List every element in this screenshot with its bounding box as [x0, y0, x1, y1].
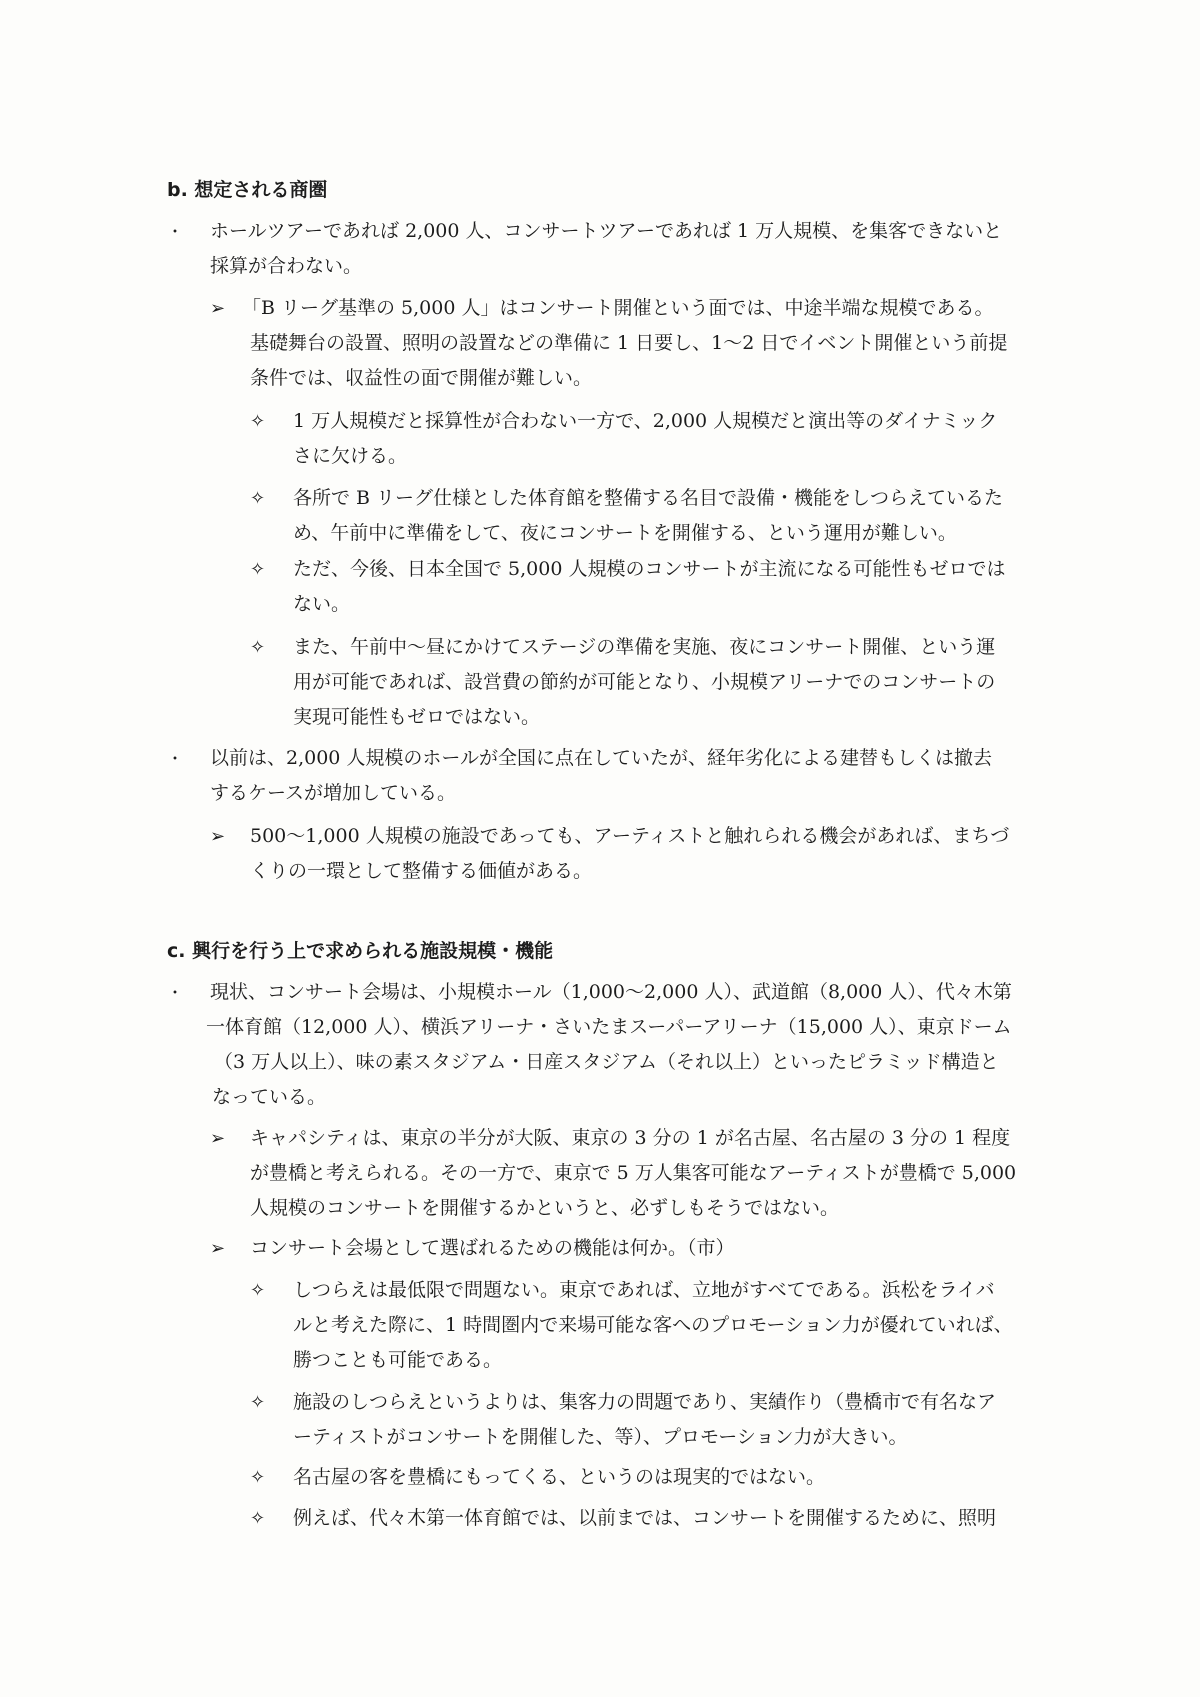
diamond-star-icon: ✧: [250, 559, 266, 580]
text-line: 基礎舞台の設置、照明の設置などの準備に 1 日要し、1〜2 日でイベント開催という前提: [250, 332, 1008, 354]
text-line: ーティストがコンサートを開催した、等）、プロモーション力が大きい。: [293, 1426, 908, 1448]
bullet-dot-icon: ・: [167, 983, 184, 1002]
diamond-star-icon: ✧: [250, 637, 266, 658]
text-line: 1 万人規模だと採算性が合わない一方で、2,000 人規模だと演出等のダイナミック: [293, 410, 998, 432]
diamond-star-icon: ✧: [250, 1508, 266, 1529]
section-c-item-2: [210, 1121, 1017, 1226]
text-line: ただ、今後、日本全国で 5,000 人規模のコンサートが主流になる可能性もゼロでは: [293, 558, 1006, 580]
text-line: ルと考えた際に、1 時間圏内で来場可能な客へのプロモーション力が優れていれば、: [293, 1314, 1013, 1336]
text-line: 条件では、収益性の面で開催が難しい。: [250, 367, 593, 389]
diamond-star-icon: ✧: [250, 1467, 266, 1488]
text-line: 「B リーグ基準の 5,000 人」はコンサート開催という面では、中途半端な規模である。: [242, 297, 994, 319]
bullet-dot-icon: ・: [167, 222, 184, 241]
text-line: 人規模のコンサートを開催するかというと、必ずしもそうではない。: [250, 1197, 840, 1219]
arrow-bullet-icon: ➢: [210, 1128, 226, 1149]
text-line: しつらえは最低限で問題ない。東京であれば、立地がすべてである。浜松をライバ: [293, 1279, 995, 1301]
text-line: 施設のしつらえというよりは、集客力の問題であり、実績作り（豊橋市で有名なア: [293, 1391, 997, 1413]
diamond-star-icon: ✧: [250, 411, 266, 432]
section-c-item-5: [250, 1385, 997, 1455]
text-line: キャパシティは、東京の半分が大阪、東京の 3 分の 1 が名古屋、名古屋の 3 分の 1 程度: [250, 1127, 1011, 1149]
arrow-bullet-icon: ➢: [210, 826, 226, 847]
section-b-item-5: [250, 552, 1006, 622]
text-line: め、午前中に準備をして、夜にコンサートを開催する、という運用が難しい。: [293, 522, 957, 544]
text-line: するケースが増加している。: [210, 782, 457, 804]
section-c-item-3: [210, 1231, 735, 1266]
text-line: 以前は、2,000 人規模のホールが全国に点在していたが、経年劣化による建替もしくは撤去: [210, 747, 993, 769]
text-line: ホールツアーであれば 2,000 人、コンサートツアーであれば 1 万人規模、を集客できないと: [210, 220, 1003, 242]
text-line: が豊橋と考えられる。その一方で、東京で 5 万人集客可能なアーティストが豊橋で 5,000: [250, 1162, 1017, 1184]
diamond-star-icon: ✧: [250, 488, 266, 509]
text-line: 各所で B リーグ仕様とした体育館を整備する名目で設備・機能をしつらえているた: [293, 487, 1004, 509]
section-b-item-2: [210, 291, 1008, 396]
text-line: ない。: [293, 593, 351, 615]
section-c-item-6: [250, 1460, 826, 1495]
section-b-item-8: [210, 819, 1010, 889]
section-b-item-3: [250, 404, 998, 474]
bullet-dot-icon: ・: [167, 749, 184, 768]
text-line: 名古屋の客を豊橋にもってくる、というのは現実的ではない。: [293, 1466, 826, 1488]
arrow-bullet-icon: ➢: [210, 1238, 226, 1259]
text-line: 勝つことも可能である。: [293, 1349, 503, 1371]
text-line: （3 万人以上）、味の素スタジアム・日産スタジアム（それ以上）といったピラミッド構造と: [214, 1051, 999, 1073]
text-line: 500〜1,000 人規模の施設であっても、アーティストと触れられる機会があれば、まちづ: [250, 825, 1010, 847]
text-line: くりの一環として整備する価値がある。: [250, 860, 593, 882]
section-c-heading: c. 興行を行う上で求められる施設規模・機能: [167, 940, 554, 962]
text-line: 用が可能であれば、設営費の節約が可能となり、小規模アリーナでのコンサートの: [293, 671, 996, 693]
text-line: コンサート会場として選ばれるための機能は何か。（市）: [250, 1237, 735, 1259]
section-c-item-1: [167, 975, 1012, 1115]
text-line: さに欠ける。: [293, 445, 408, 467]
section-b-item-6: [250, 630, 996, 735]
text-line: 例えば、代々木第一体育館では、以前までは、コンサートを開催するために、照明: [293, 1507, 997, 1529]
text-line: 実現可能性もゼロではない。: [293, 706, 541, 728]
arrow-bullet-icon: ➢: [210, 298, 226, 319]
section-c-item-4: [250, 1273, 1013, 1378]
section-b-heading: b. 想定される商圏: [167, 179, 328, 201]
diamond-star-icon: ✧: [250, 1392, 266, 1413]
text-line: 現状、コンサート会場は、小規模ホール（1,000〜2,000 人）、武道館（8,000 人）、代々木第: [210, 981, 1012, 1003]
section-b-item-1: [167, 214, 1003, 284]
text-line: また、午前中〜昼にかけてステージの準備を実施、夜にコンサート開催、という運: [293, 636, 996, 658]
section-b-item-7: [167, 741, 993, 811]
text-line: 一体育館（12,000 人）、横浜アリーナ・さいたまスーパーアリーナ（15,000 人）、東京ドーム: [206, 1016, 1012, 1038]
section-b-item-4: [250, 481, 1004, 551]
diamond-star-icon: ✧: [250, 1280, 266, 1301]
text-line: 採算が合わない。: [210, 255, 363, 277]
section-c-item-7: [250, 1501, 997, 1536]
text-line: なっている。: [212, 1086, 327, 1108]
